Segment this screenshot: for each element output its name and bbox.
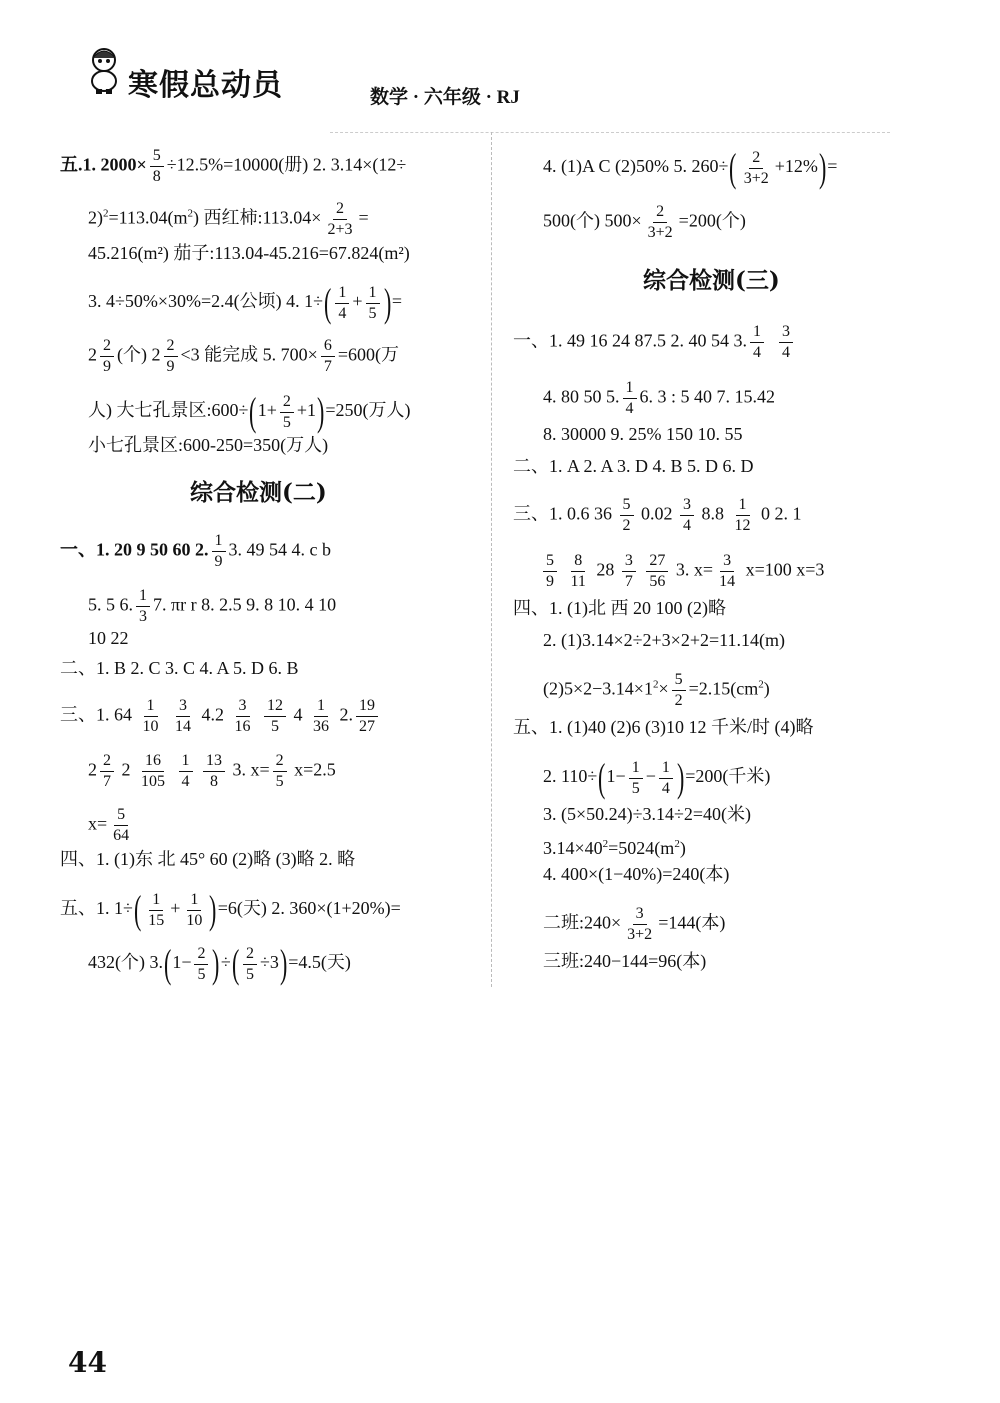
answer-line: $3.14\times 40^2=5024(m^2)$	[543, 838, 686, 858]
answer-line: 45.216(m²) 茄子:113.04-45.216=67.824(m²)	[88, 243, 410, 263]
answer-line: 一、1. 20 9 50 60 2. $\frac{1}{9}$ 3. 49 54 4. c b	[60, 532, 331, 570]
fraction: $\frac{2}{2+3}$	[327, 200, 353, 238]
answer-line: 四、1. (1)北 西 20 100 (2)略	[513, 598, 726, 618]
answer-line: 432(个) 3.(1− $\frac{2}{5}$ )÷( $\frac{2}{5}$ ÷3)=4.5(天)	[88, 941, 351, 986]
answer-line: 二、1. B 2. C 3. C 4. A 5. D 6. B	[60, 658, 299, 678]
answer-line: 4. (1)A C (2)50% 5. 260÷( $\frac{2}{3+2}$ +12%)=	[543, 145, 838, 190]
answer-line: 人) 大七孔景区:600÷(1+ $\frac{2}{5}$ +1)=250(万人)	[88, 389, 411, 434]
answer-line: 二班:240× $\frac{3}{3+2}$ =144(本)	[543, 905, 726, 943]
brand-logo: 寒假总动员	[128, 68, 283, 103]
page-number: 44	[68, 1346, 107, 1379]
answer-line: 三班:240−144=96(本)	[543, 951, 707, 971]
answer-line: 2. (1)3.14×2÷2+3×2+2=11.14(m)	[543, 630, 785, 650]
answer-line: 五、1. 1÷( $\frac{1}{15}$ + $\frac{1}{10}$ )=6(天) 2. 360×(1+20%)=	[60, 887, 401, 932]
answer-line: 四、1. (1)东 北 45° 60 (2)略 (3)略 2. 略	[60, 849, 356, 869]
logo-mascot-icon	[82, 46, 126, 94]
answer-line: 3. (5×50.24)÷3.14÷2=40(米)	[543, 804, 752, 824]
answer-line: 五.1. 2000× $\frac{5}{8}$ ÷12.5%=10000(册) 2. 3.14×(12÷	[60, 147, 407, 185]
answer-line: 2. 110÷(1− $\frac{1}{5}$ − $\frac{1}{4}$ )=200(千米)	[543, 755, 771, 800]
answer-line: $(2)5\times 2-3.14\times 1^2\times$ $\frac{5}{2}$ $=2.15(cm^2)$	[543, 671, 770, 709]
answer-line: 8. 30000 9. 25% 150 10. 55	[543, 424, 743, 444]
answer-line: 一、1. 49 16 24 87.5 2. 40 54 3. $\frac{1}{4}$ $\frac{3}{4}$	[513, 323, 796, 362]
answer-line: x= $\frac{5}{64}$	[88, 806, 130, 844]
section-title: 综合检测(三)	[643, 267, 780, 294]
answer-line: 4. 400×(1−40%)=240(本)	[543, 864, 730, 884]
answer-line: 3. 4÷50%×30%=2.4(公顷) 4. 1÷( $\frac{1}{4}$ + $\frac{1}{5}$ )=	[88, 280, 403, 325]
answer-line: 三、1. 0.6 36 $\frac{5}{2}$ 0.02 $\frac{3}{4}$ 8.8 $\frac{1}{12}$ 0 2. 1	[513, 496, 802, 534]
header-divider	[330, 132, 890, 133]
answer-line: 二、1. A 2. A 3. D 4. B 5. D 6. D	[513, 456, 754, 476]
answer-line: 三、1. 64 $\frac{1}{10}$ $\frac{3}{14}$ 4.2 $\frac{3}{16}$ $\frac{12}{5}$ 4 $\frac{1}{36}$ 2. $\frac{19}{27}$	[60, 697, 381, 736]
column-divider	[491, 132, 492, 987]
answer-line: $\frac{5}{9}$ $\frac{8}{11}$ 28 $\frac{3}{7}$ $\frac{27}{56}$ 3. x= $\frac{3}{14}$ x=100 x=3	[540, 552, 824, 591]
answer-line: 5. 5 6. $\frac{1}{3}$ 7. πr r 8. 2.5 9. 8 10. 4 10	[88, 587, 337, 625]
answer-line: $2)^2=113.04(m^2)$ 西红柿:113.04× $\frac{2}{2+3}$ =	[88, 200, 369, 238]
fraction: $\frac{5}{8}$	[150, 147, 164, 186]
answer-line: 10 22	[88, 628, 129, 648]
subject-header: 数学 · 六年级 · RJ	[370, 87, 520, 108]
answer-line: 2 $\frac{2}{9}$ (个) 2 $\frac{2}{9}$ <3 能完成 5. 700× $\frac{6}{7}$ =600(万	[88, 337, 399, 375]
answer-line: 500(个) 500× $\frac{2}{3+2}$ =200(个)	[543, 203, 746, 241]
answer-line: 五、1. (1)40 (2)6 (3)10 12 千米/时 (4)略	[513, 717, 814, 737]
answer-line: 小七孔景区:600-250=350(万人)	[88, 435, 329, 455]
answer-line: 2 $\frac{2}{7}$ 2 $\frac{16}{105}$ $\frac{1}{4}$ $\frac{13}{8}$ 3. x= $\frac{2}{5}$ x=2.5	[88, 752, 336, 790]
answer-line: 4. 80 50 5. $\frac{1}{4}$ 6. 3 : 5 40 7. 15.42	[543, 379, 776, 417]
section-title: 综合检测(二)	[190, 479, 327, 506]
